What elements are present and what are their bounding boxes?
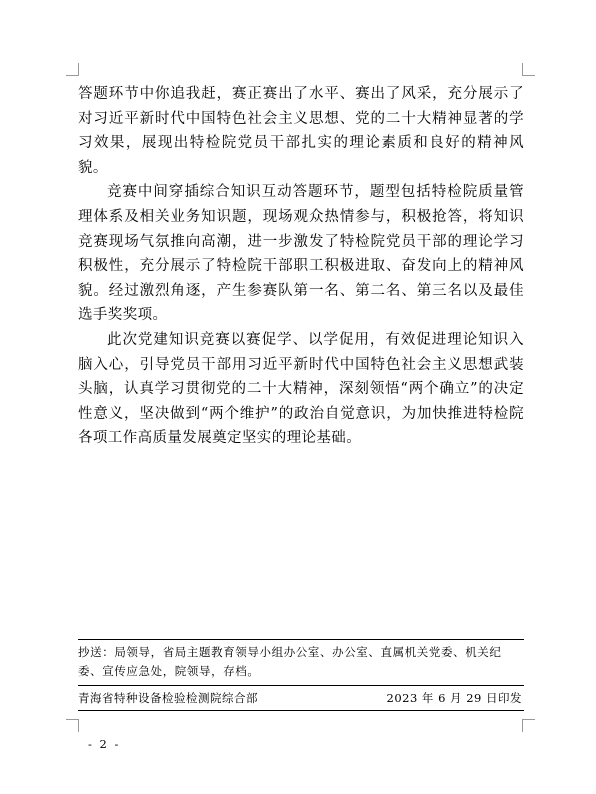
page-number: - 2 - bbox=[88, 737, 121, 751]
issuer: 青海省特种设备检验检测院综合部 bbox=[78, 691, 258, 705]
crop-mark-top-right bbox=[522, 63, 535, 76]
paragraph-1: 答题环节中你追我赶，赛正赛出了水平、赛出了风采，充分展示了对习近平新时代中国特色社会主义思想、党的二十大精神显著的学习效果，展现出特检院党员干部扎实的理论素质和良好的精神风貌。 bbox=[78, 86, 524, 176]
paragraph-2: 竞赛中间穿插综合知识互动答题环节，题型包括特检院质量管理体系及相关业务知识题，现场观众热情参与，积极抢答，将知识竞赛现场气氛推向高潮，进一步激发了特检院党员干部的理论学习积极性，充分展示了特检院干部职工积极进取、奋发向上的精神风貌。经过激烈角逐，产生参赛队第一名、第二名、第三名以及最佳选手奖奖项。 bbox=[78, 184, 524, 324]
divider-top bbox=[78, 639, 524, 640]
crop-mark-bottom-right bbox=[522, 719, 535, 732]
issue-date: 2023 年 6 月 29 日印发 bbox=[386, 691, 522, 705]
cc-label: 抄送： bbox=[78, 645, 115, 659]
body-text bbox=[78, 82, 524, 451]
cc-recipients: 局领导，省局主题教育领导小组办公室、办公室、直属机关党委、机关纪委、宣传应急处，院领导，存档。 bbox=[78, 645, 502, 678]
divider-bottom bbox=[78, 710, 524, 711]
issuance-line bbox=[78, 689, 524, 707]
cc-list bbox=[78, 643, 524, 681]
crop-mark-top-left bbox=[66, 63, 79, 76]
crop-mark-bottom-left bbox=[66, 719, 79, 732]
divider-middle bbox=[78, 685, 524, 686]
paragraph-3: 此次党建知识竞赛以赛促学、以学促用，有效促进理论知识入脑入心，引导党员干部用习近平新时代中国特色社会主义思想武装头脑，认真学习贯彻党的二十大精神，深刻领悟“两个确立”的决定性意义，坚决做到“两个维护”的政治自觉意识，为加快推进特检院各项工作高质量发展奠定坚实的理论基础。 bbox=[78, 331, 524, 447]
